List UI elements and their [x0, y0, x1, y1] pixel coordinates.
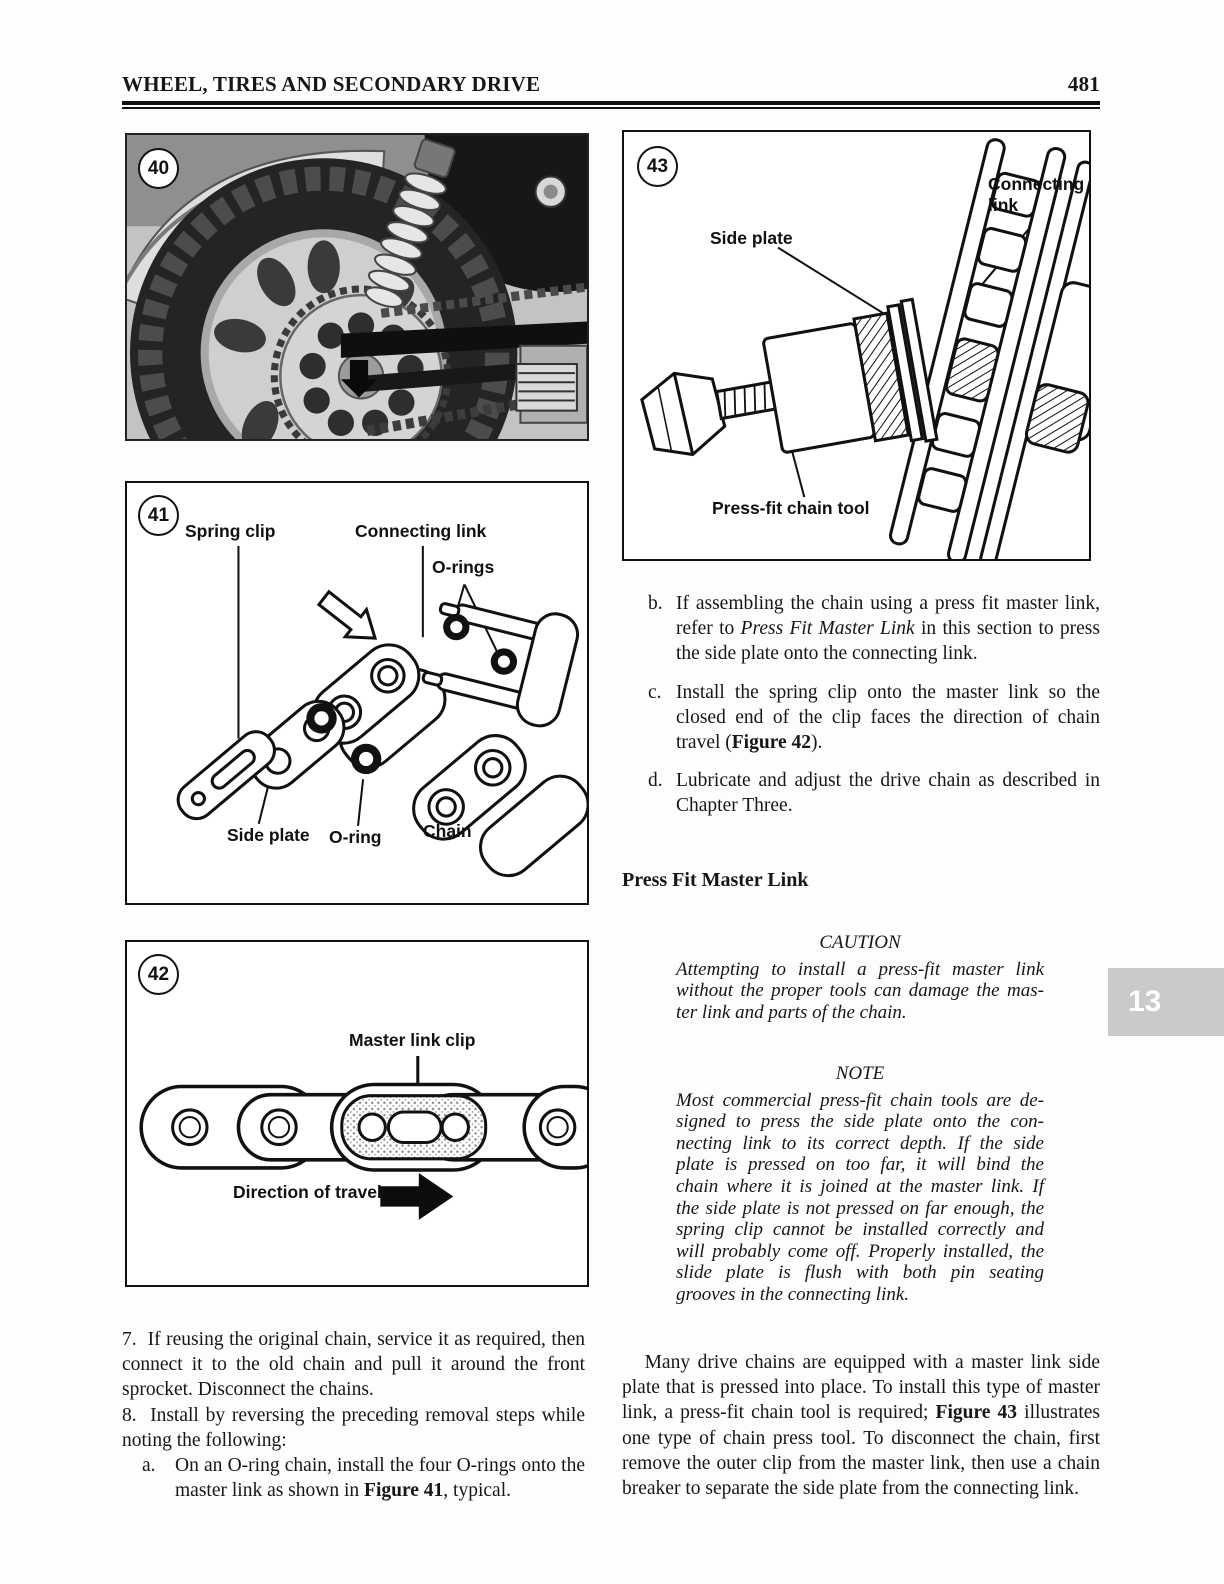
text-line: remove the outer clip from the master link, then use a chain	[622, 1452, 1100, 1474]
header-rule-thin	[122, 107, 1100, 109]
label-direction-of-travel: Direction of travel	[233, 1182, 382, 1202]
text-line: breaker to separate the side plate from the connecting link.	[622, 1478, 1079, 1500]
text-line: one type of chain press tool. To disconnect the chain, first	[622, 1427, 1100, 1449]
text-line: without the proper tools can damage the mas-	[676, 980, 1044, 1002]
text-line: chain where it is joined at the master link. If	[676, 1175, 1044, 1197]
note-text	[676, 1090, 1044, 1306]
text-line: ter link and parts of the chain.	[676, 1001, 907, 1023]
text-line: connect it to the old chain and pull it around the front	[122, 1354, 585, 1376]
text-line: master link as shown in Figure 41, typical.	[175, 1480, 511, 1502]
closing-paragraph	[622, 1350, 1100, 1501]
list-marker: d.	[648, 770, 663, 792]
text-line: signed to press the side plate onto the con-	[676, 1111, 1044, 1133]
chapter-tab	[1108, 968, 1224, 1036]
figure-41-number: 41	[138, 495, 179, 536]
text-line: grooves in the connecting link.	[676, 1283, 910, 1305]
list-marker: b.	[648, 593, 663, 614]
header-rule-thick	[122, 101, 1100, 105]
page-title: WHEEL, TIRES AND SECONDARY DRIVE	[122, 72, 541, 96]
text-line: Chapter Three.	[676, 795, 793, 817]
chapter-number: 13	[1128, 985, 1162, 1018]
text-line: sprocket. Disconnect the chains.	[122, 1379, 374, 1401]
text-line: On an O-ring chain, install the four O-rings onto the	[175, 1455, 585, 1477]
list-item-b	[648, 591, 1100, 667]
label-connecting-link: Connecting link	[355, 521, 487, 541]
text-line: 8. Install by reversing the preceding removal steps while	[122, 1404, 585, 1426]
right-column-list	[622, 591, 1100, 832]
caution-title: CAUTION	[819, 932, 901, 953]
label-side-plate: Side plate	[710, 228, 793, 248]
text-line: the side plate is not pressed on far enough, the	[676, 1197, 1044, 1219]
label-chain: Chain	[423, 821, 472, 841]
text-line: Most commercial press-fit chain tools are de-	[676, 1089, 1044, 1111]
text-line: If assembling the chain using a press fit master link,	[676, 593, 1100, 614]
rear-wheel-photo-art	[127, 135, 587, 439]
note-block	[676, 1063, 1044, 1306]
list-item-d	[648, 768, 1100, 818]
section-heading: Press Fit Master Link	[622, 869, 809, 891]
caution-block	[676, 932, 1044, 1023]
label-connecting-link: Connecting link	[988, 174, 1085, 215]
text-line: will probably come off. Properly installed, the	[676, 1240, 1044, 1262]
text-line: closed end of the clip faces the direction of chain	[676, 706, 1100, 728]
list-marker: a.	[142, 1455, 156, 1477]
list-marker: c.	[648, 681, 662, 703]
text-line: 7. If reusing the original chain, service it as required, then	[122, 1329, 585, 1350]
figure-40-number: 40	[138, 148, 179, 189]
figure-43-number: 43	[637, 146, 678, 187]
text-line: refer to Press Fit Master Link in this section to press	[676, 618, 1100, 640]
step-8	[122, 1403, 585, 1453]
page-header	[122, 72, 1100, 109]
list-item-text	[676, 768, 1100, 818]
label-spring-clip: Spring clip	[185, 521, 276, 541]
text-line: Install the spring clip onto the master link so the	[676, 681, 1100, 703]
text-line: plate is pressed on too far, it will bind the	[676, 1154, 1044, 1176]
list-item-a	[142, 1453, 585, 1503]
list-item-text	[676, 591, 1100, 667]
step-7	[122, 1327, 585, 1403]
page-number: 481	[1067, 72, 1100, 96]
label-o-rings: O-rings	[432, 557, 495, 577]
master-link-clip-diagram	[127, 942, 587, 1285]
text-line: Many drive chains are equipped with a master link side	[622, 1352, 1100, 1373]
figure-40-photo	[125, 133, 589, 441]
label-press-fit-chain-tool: Press-fit chain tool	[712, 498, 870, 518]
text-line: spring clip cannot be installed correctly and	[676, 1219, 1044, 1241]
text-line: noting the following:	[122, 1429, 287, 1451]
list-item-text	[676, 680, 1100, 756]
figure-41	[125, 481, 589, 905]
text-line: link, a press-fit chain tool is required; Figure 43 illustrates	[622, 1402, 1100, 1424]
text-line: plate that is pressed into place. To install this type of master	[622, 1377, 1100, 1399]
caution-text	[676, 959, 1044, 1024]
text-line: necting link to its correct depth. If the side	[676, 1132, 1044, 1154]
text-line: slide plate is flush with both pin seating	[676, 1262, 1044, 1284]
figure-42-number: 42	[138, 954, 179, 995]
figure-42	[125, 940, 589, 1287]
text-line: the side plate onto the connecting link.	[676, 643, 978, 665]
left-column-text	[122, 1327, 585, 1503]
label-master-link-clip: Master link clip	[349, 1030, 476, 1050]
text-line: Attempting to install a press-fit master link	[676, 958, 1044, 980]
list-item-c	[648, 680, 1100, 756]
list-item-text	[175, 1453, 585, 1503]
label-side-plate: Side plate	[227, 825, 310, 845]
text-line: travel (Figure 42).	[676, 732, 823, 754]
figure-43	[622, 130, 1091, 561]
text-line: Lubricate and adjust the drive chain as described in	[676, 770, 1100, 792]
label-o-ring: O-ring	[329, 827, 382, 847]
note-title: NOTE	[835, 1063, 885, 1084]
